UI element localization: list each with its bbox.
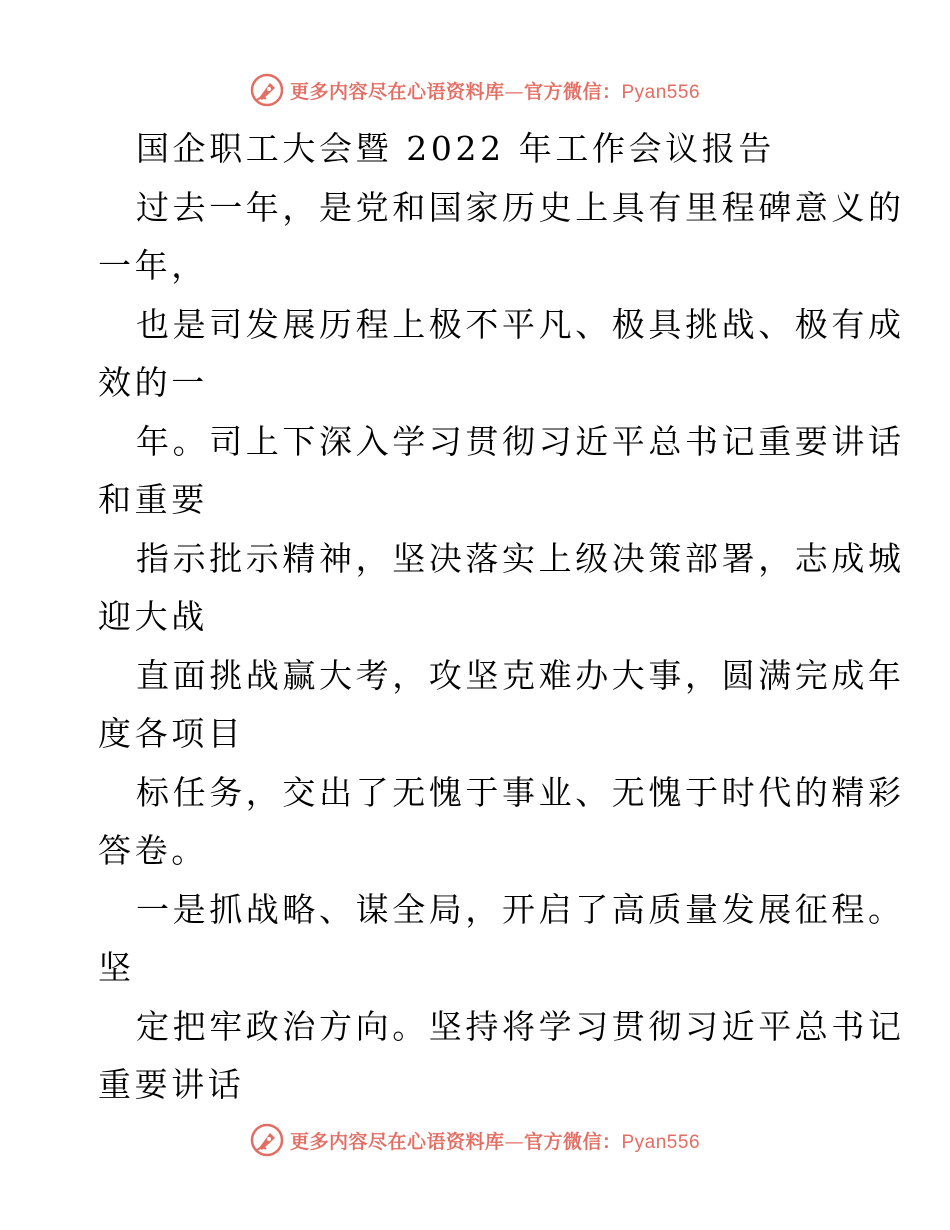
text-line: 定把牢政治方向。坚持将学习贯彻习近平总书记 [136,1006,905,1046]
text-line: 效的一 [98,363,208,402]
watermark-official-label: 官方微信： [523,80,622,103]
text-line: 也是司发展历程上极不平凡、极具挑战、极有成 [136,304,905,344]
document-body [98,120,905,1115]
text-line: 迎大战 [98,597,208,636]
text-line: 标任务，交出了无愧于事业、无愧于时代的精彩 [136,772,905,812]
watermark-official-label: 官方微信： [523,1130,622,1153]
text-line: 重要讲话 [98,1065,245,1104]
text-line: 一是抓战略、谋全局，开启了高质量发展征程。 [136,889,905,929]
text-line: 直面挑战赢大考，攻坚克难办大事，圆满完成年 [136,655,905,695]
watermark-separator: — [504,1130,524,1153]
text-line: 度各项目 [98,714,245,753]
text-line: 过去一年，是党和国家历史上具有里程碑意义的 [136,187,905,227]
document-title: 国企职工大会暨 2022 年工作会议报告 [136,129,775,168]
footer-watermark [0,1120,950,1160]
text-line: 年。司上下深入学习贯彻习近平总书记重要讲话 [136,421,905,461]
watermark-brand: 更多内容尽在心语资料库 [289,80,505,103]
text-line: 和重要 [98,480,208,519]
watermark-account: Pyan556 [621,81,701,103]
pen-nib-logo-icon [250,1123,284,1157]
header-watermark [0,70,950,110]
text-line: 指示批示精神，坚决落实上级决策部署，志成城 [136,538,905,578]
watermark-brand: 更多内容尽在心语资料库 [289,1130,505,1153]
watermark-text [290,77,700,104]
watermark-text [290,1127,700,1154]
text-line: 一年， [98,246,208,285]
watermark-account: Pyan556 [621,1131,701,1153]
text-line: 答卷。 [98,831,208,870]
watermark-separator: — [504,80,524,103]
text-line: 坚 [98,948,135,987]
pen-nib-logo-icon [250,73,284,107]
